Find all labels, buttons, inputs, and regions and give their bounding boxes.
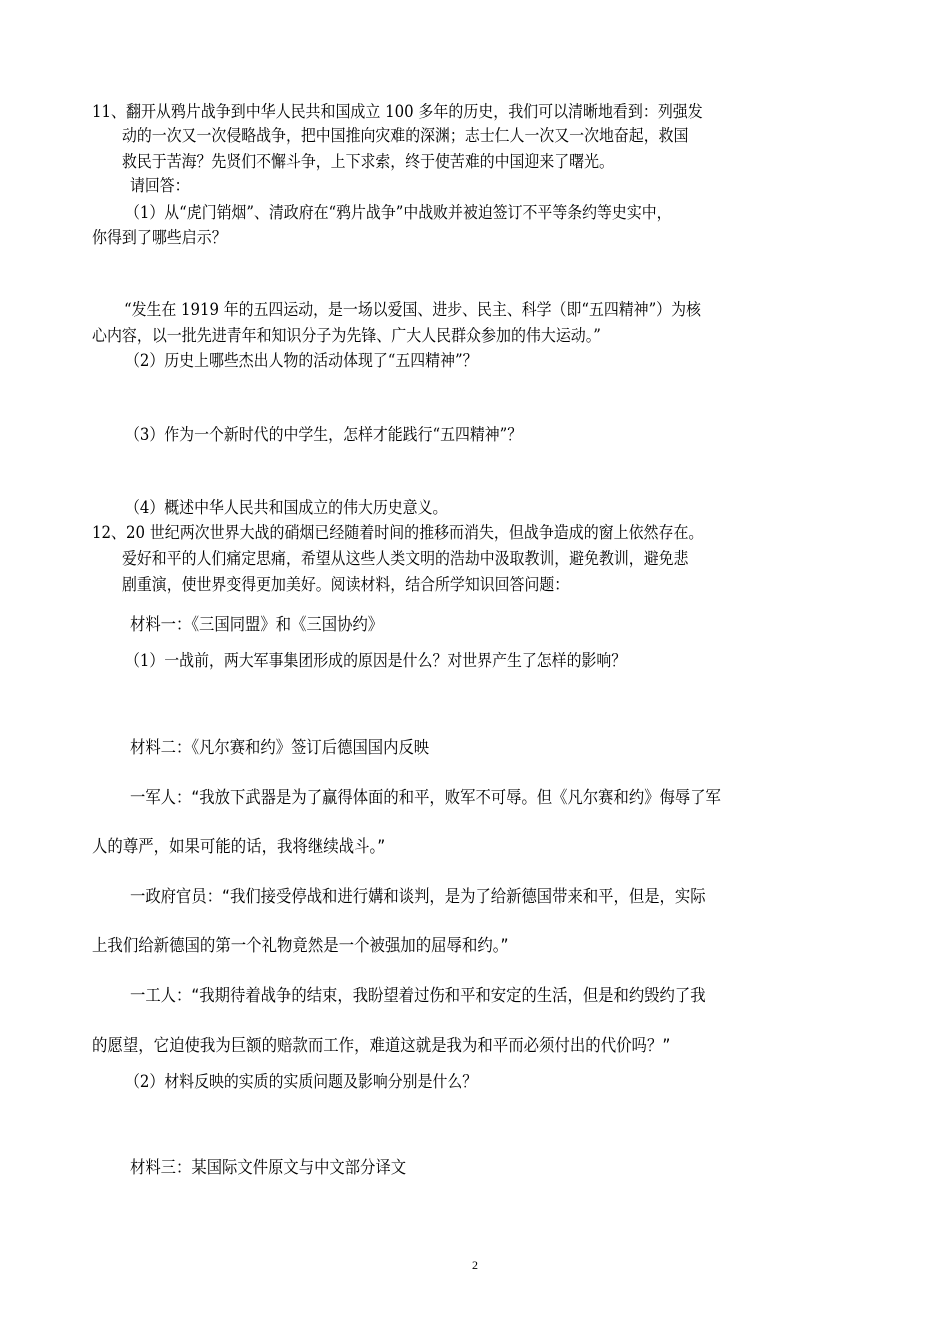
page-number: 2	[472, 1258, 478, 1272]
q11-line-1: 11、翻开从鸦片战争到中华人民共和国成立 100 多年的历史，我们可以清晰地看到：列强发	[92, 102, 703, 121]
q11-sub1-line-2: 你得到了哪些启示？	[92, 228, 227, 247]
q11-line-2: 动的一次又一次侵略战争，把中国推向灾难的深渊；志士仁人一次又一次地奋起，救国	[122, 126, 689, 145]
q12-material-1: 材料一：《三国同盟》和《三国协约》	[130, 615, 384, 635]
q12-material-3: 材料三：某国际文件原文与中文部分译文	[130, 1158, 407, 1178]
q11-line-3: 救民于苦海？先贤们不懈斗争，上下求索，终于使苦难的中国迎来了曙光。	[122, 152, 614, 171]
q12-material-2: 材料二：《凡尔赛和约》签订后德国国内反映	[130, 738, 430, 758]
q12-line-3: 剧重演，使世界变得更加美好。阅读材料，结合所学知识回答问题：	[122, 575, 570, 594]
q12-sub2: （2）材料反映的实质的实质问题及影响分别是什么？	[125, 1072, 478, 1091]
q12-official-line-1: 一政府官员：“我们接受停战和进行媾和谈判，是为了给新德国带来和平，但是，实际	[130, 887, 706, 907]
q11-sub2: （2）历史上哪些杰出人物的活动体现了“五四精神”？	[125, 351, 478, 370]
q11-sub4: （4）概述中华人民共和国成立的伟大历史意义。	[125, 498, 448, 517]
q11-quote-line-1: “发生在 1919 年的五四运动，是一场以爱国、进步、民主、科学（即“五四精神”）为核	[124, 300, 701, 319]
q12-soldier-line-2: 人的尊严，如果可能的话，我将继续战斗。”	[92, 837, 386, 857]
q11-sub3: （3）作为一个新时代的中学生，怎样才能践行“五四精神”？	[125, 425, 523, 444]
q11-sub1-line-1: （1）从“虎门销烟”、清政府在“鸦片战争”中战败并被迫签订不平等条约等史实中，	[125, 203, 672, 222]
q12-worker-line-2: 的愿望，它迫使我为巨额的赔款而工作，难道这就是我为和平而必须付出的代价吗？”	[92, 1036, 671, 1056]
q12-soldier-line-1: 一军人：“我放下武器是为了赢得体面的和平，败军不可辱。但《凡尔赛和约》侮辱了军	[130, 788, 721, 808]
q12-line-2: 爱好和平的人们痛定思痛，希望从这些人类文明的浩劫中汲取教训，避免教训，避免悲	[122, 549, 689, 568]
q12-sub1: （1）一战前，两大军事集团形成的原因是什么？对世界产生了怎样的影响？	[125, 651, 627, 670]
q11-prompt: 请回答：	[130, 176, 190, 195]
q12-line-1: 12、20 世纪两次世界大战的硝烟已经随着时间的推移而消失，但战争造成的窗上依然存在。	[92, 523, 704, 542]
q11-quote-line-2: 心内容，以一批先进青年和知识分子为先锋、广大人民群众参加的伟大运动。”	[92, 326, 601, 345]
q12-worker-line-1: 一工人：“我期待着战争的结束，我盼望着过伤和平和安定的生活，但是和约毁约了我	[130, 986, 706, 1006]
q12-official-line-2: 上我们给新德国的第一个礼物竟然是一个被强加的屈辱和约。”	[92, 936, 509, 956]
